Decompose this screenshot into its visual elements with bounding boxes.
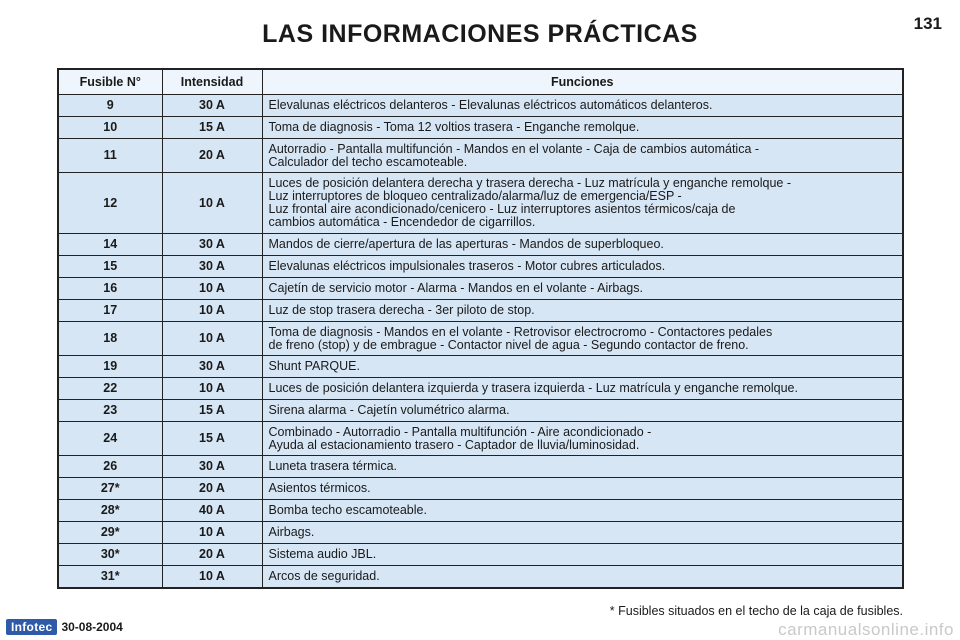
fuse-number-cell: 29* [58,522,162,544]
fuse-number-cell: 12 [58,173,162,234]
fuse-number-cell: 9 [58,95,162,117]
table-row [58,422,903,456]
functions-cell [262,256,903,278]
intensity-cell: 10 A [162,300,262,322]
intensity-cell: 10 A [162,173,262,234]
functions-line: de freno (stop) y de embrague - Contactor nivel de agua - Segundo contactor de freno. [268,337,749,352]
functions-line: Sistema audio JBL. [268,547,377,561]
table-row [58,95,903,117]
functions-cell [262,278,903,300]
functions-line: Luz de stop trasera derecha - 3er piloto de stop. [268,303,535,317]
functions-line: Airbags. [268,525,315,539]
functions-cell [262,478,903,500]
page-number: 131 [913,14,942,33]
intensity-cell: 10 A [162,522,262,544]
table-row [58,378,903,400]
fuse-number-cell: 18 [58,322,162,356]
intensity-cell: 40 A [162,500,262,522]
functions-line: Calculador del techo escamoteable. [268,154,468,169]
fuse-number-cell: 10 [58,117,162,139]
functions-line: Shunt PARQUE. [268,359,360,373]
table-row [58,356,903,378]
intensity-cell: 30 A [162,356,262,378]
functions-cell [262,522,903,544]
functions-line: Toma de diagnosis - Mandos en el volante - Retrovisor electrocromo - Contactores pedales [268,324,773,339]
functions-cell [262,95,903,117]
fuse-number-cell: 16 [58,278,162,300]
fuse-number-cell: 23 [58,400,162,422]
table-row [58,173,903,234]
functions-line: Elevalunas eléctricos impulsionales traseros - Motor cubres articulados. [268,259,666,273]
footer-date: 30-08-2004 [61,620,123,634]
functions-cell [262,322,903,356]
functions-line: Bomba techo escamoteable. [268,503,427,517]
intensity-cell: 15 A [162,117,262,139]
functions-cell [262,544,903,566]
functions-line: Elevalunas eléctricos delanteros - Elevalunas eléctricos automáticos delanteros. [268,98,713,112]
footnote: * Fusibles situados en el techo de la caja de fusibles. [609,604,903,618]
footer-badge [6,619,123,635]
table-row [58,478,903,500]
intensity-cell: 15 A [162,422,262,456]
fuse-number-cell: 26 [58,456,162,478]
intensity-cell: 10 A [162,322,262,356]
fuse-number-cell: 17 [58,300,162,322]
functions-line: Asientos térmicos. [268,481,371,495]
intensity-cell: 10 A [162,378,262,400]
functions-line: Toma de diagnosis - Toma 12 voltios trasera - Enganche remolque. [268,120,640,134]
fuse-number-cell: 31* [58,566,162,588]
functions-line: Cajetín de servicio motor - Alarma - Mandos en el volante - Airbags. [268,281,643,295]
intensity-cell: 30 A [162,95,262,117]
table-row [58,139,903,173]
functions-cell [262,400,903,422]
fuse-number-cell: 28* [58,500,162,522]
fuse-number-cell: 14 [58,234,162,256]
intensity-cell: 20 A [162,544,262,566]
intensity-cell: 10 A [162,278,262,300]
functions-cell [262,234,903,256]
table-row [58,400,903,422]
table-row [58,234,903,256]
header-fuse-number: Fusible N° [58,69,162,95]
functions-line: Sirena alarma - Cajetín volumétrico alarma. [268,403,510,417]
functions-line: Combinado - Autorradio - Pantalla multifunción - Aire acondicionado - [268,424,652,439]
header-functions: Funciones [262,69,903,95]
functions-cell [262,139,903,173]
functions-cell [262,378,903,400]
fuse-number-cell: 15 [58,256,162,278]
fuse-table-body [58,95,903,588]
functions-cell [262,356,903,378]
functions-line: Autorradio - Pantalla multifunción - Mandos en el volante - Caja de cambios automática - [268,141,760,156]
fuse-number-cell: 22 [58,378,162,400]
functions-line: Luz interruptores de bloqueo centralizado/alarma/luz de emergencia/ESP - [268,189,682,203]
table-header-row [58,69,903,95]
intensity-cell: 10 A [162,566,262,588]
functions-cell [262,117,903,139]
functions-line: Ayuda al estacionamiento trasero - Captador de lluvia/luminosidad. [268,437,640,452]
table-row [58,500,903,522]
functions-cell [262,500,903,522]
header-intensity: Intensidad [162,69,262,95]
intensity-cell: 20 A [162,478,262,500]
table-row [58,456,903,478]
fuse-number-cell: 24 [58,422,162,456]
functions-cell [262,456,903,478]
table-row [58,117,903,139]
intensity-cell: 20 A [162,139,262,173]
fuse-number-cell: 11 [58,139,162,173]
table-row [58,544,903,566]
functions-line: Luces de posición delantera derecha y trasera derecha - Luz matrícula y enganche remolque - [268,176,792,190]
fuse-number-cell: 19 [58,356,162,378]
functions-cell [262,566,903,588]
table-row [58,256,903,278]
functions-line: cambios automática - Encendedor de cigarrillos. [268,215,536,229]
table-row [58,322,903,356]
intensity-cell: 30 A [162,456,262,478]
fuse-number-cell: 30* [58,544,162,566]
table-row [58,300,903,322]
table-row [58,566,903,588]
functions-line: Mandos de cierre/apertura de las aperturas - Mandos de superbloqueo. [268,237,664,251]
fuse-number-cell: 27* [58,478,162,500]
watermark: carmanualsonline.info [778,620,954,639]
functions-line: Luneta trasera térmica. [268,459,398,473]
functions-cell [262,173,903,234]
table-row [58,278,903,300]
intensity-cell: 30 A [162,256,262,278]
fuse-table [57,68,904,589]
functions-cell [262,422,903,456]
functions-cell [262,300,903,322]
intensity-cell: 30 A [162,234,262,256]
infotec-logo: Infotec [6,619,57,635]
functions-line: Luz frontal aire acondicionado/cenicero - Luz interruptores asientos térmicos/caja de [268,202,736,216]
page-title: LAS INFORMACIONES PRÁCTICAS [262,20,698,48]
functions-line: Arcos de seguridad. [268,568,380,583]
intensity-cell: 15 A [162,400,262,422]
functions-line: Luces de posición delantera izquierda y trasera izquierda - Luz matrícula y enganche remolque. [268,381,798,395]
table-row [58,522,903,544]
